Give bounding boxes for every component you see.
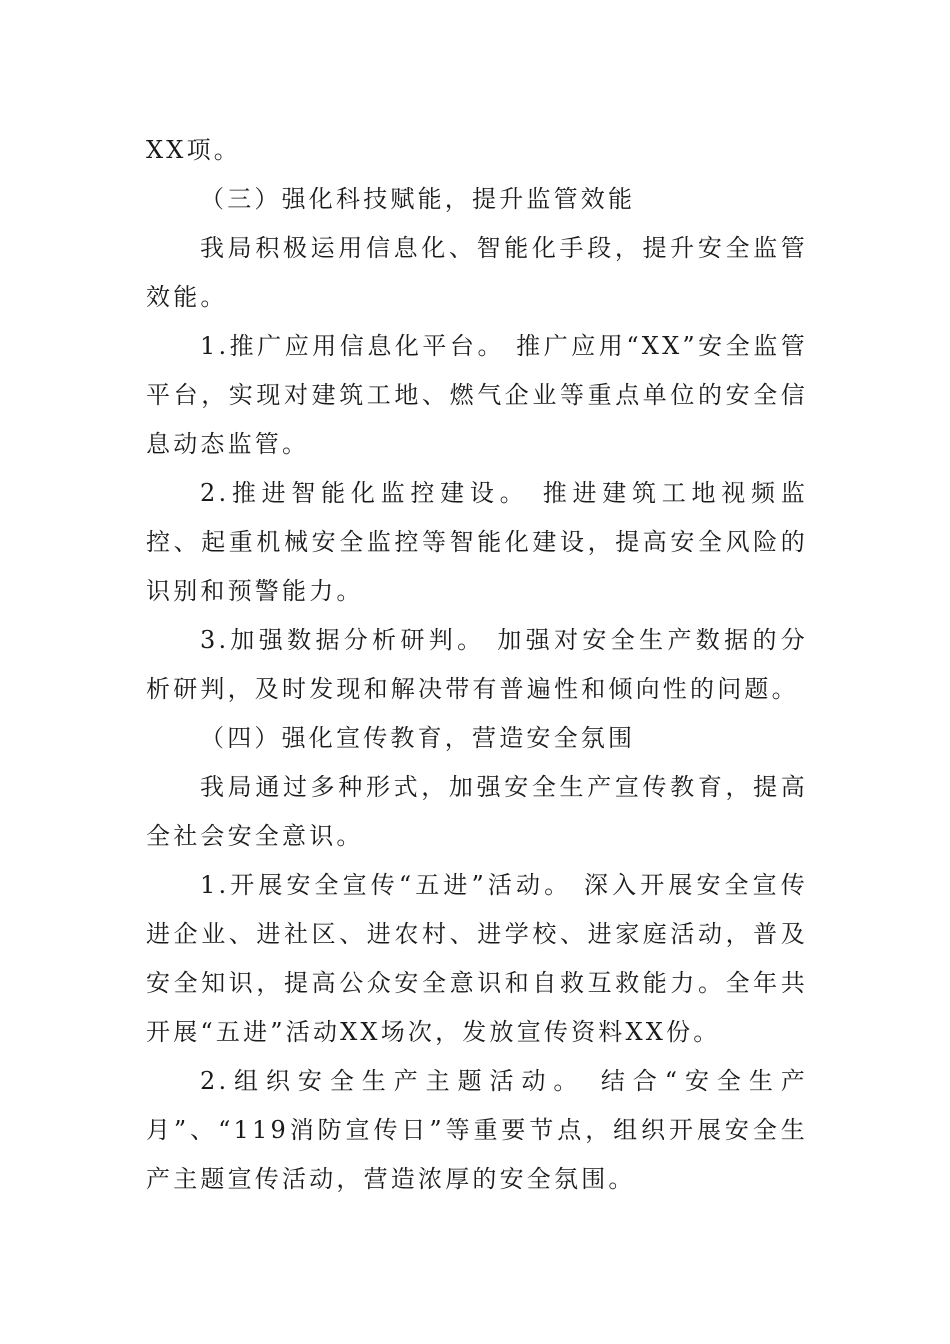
section-heading-3: （三）强化科技赋能，提升监管效能 <box>200 185 636 213</box>
paragraph-item-4-1: 1.开展安全宣传“五进”活动。 深入开展安全宣传进企业、进社区、进农村、进学校、进家庭活动，普及安全知识，提高公众安全意识和自救互救能力。全年共开展“五进”活动XX场次，发放宣传资料XX份。 <box>146 871 808 1046</box>
document-body <box>146 126 808 1204</box>
paragraph-item-4-2: 2.组织安全生产主题活动。 结合“安全生产月”、“119消防宣传日”等重要节点，组织开展安全生产主题宣传活动，营造浓厚的安全氛围。 <box>146 1067 808 1193</box>
section-heading-4: （四）强化宣传教育，营造安全氛围 <box>200 724 636 752</box>
paragraph-intro-3: 我局积极运用信息化、智能化手段，提升安全监管效能。 <box>146 234 808 311</box>
paragraph-item-3-1: 1.推广应用信息化平台。 推广应用“XX”安全监管平台，实现对建筑工地、燃气企业等重点单位的安全信息动态监管。 <box>146 332 808 458</box>
paragraph-item-3-2: 2.推进智能化监控建设。 推进建筑工地视频监控、起重机械安全监控等智能化建设，提高安全风险的识别和预警能力。 <box>146 479 808 605</box>
paragraph-item-3-3: 3.加强数据分析研判。 加强对安全生产数据的分析研判，及时发现和解决带有普遍性和倾向性的问题。 <box>146 626 808 703</box>
paragraph-continuation: XX项。 <box>146 136 241 164</box>
paragraph-intro-4: 我局通过多种形式，加强安全生产宣传教育，提高全社会安全意识。 <box>146 773 808 850</box>
